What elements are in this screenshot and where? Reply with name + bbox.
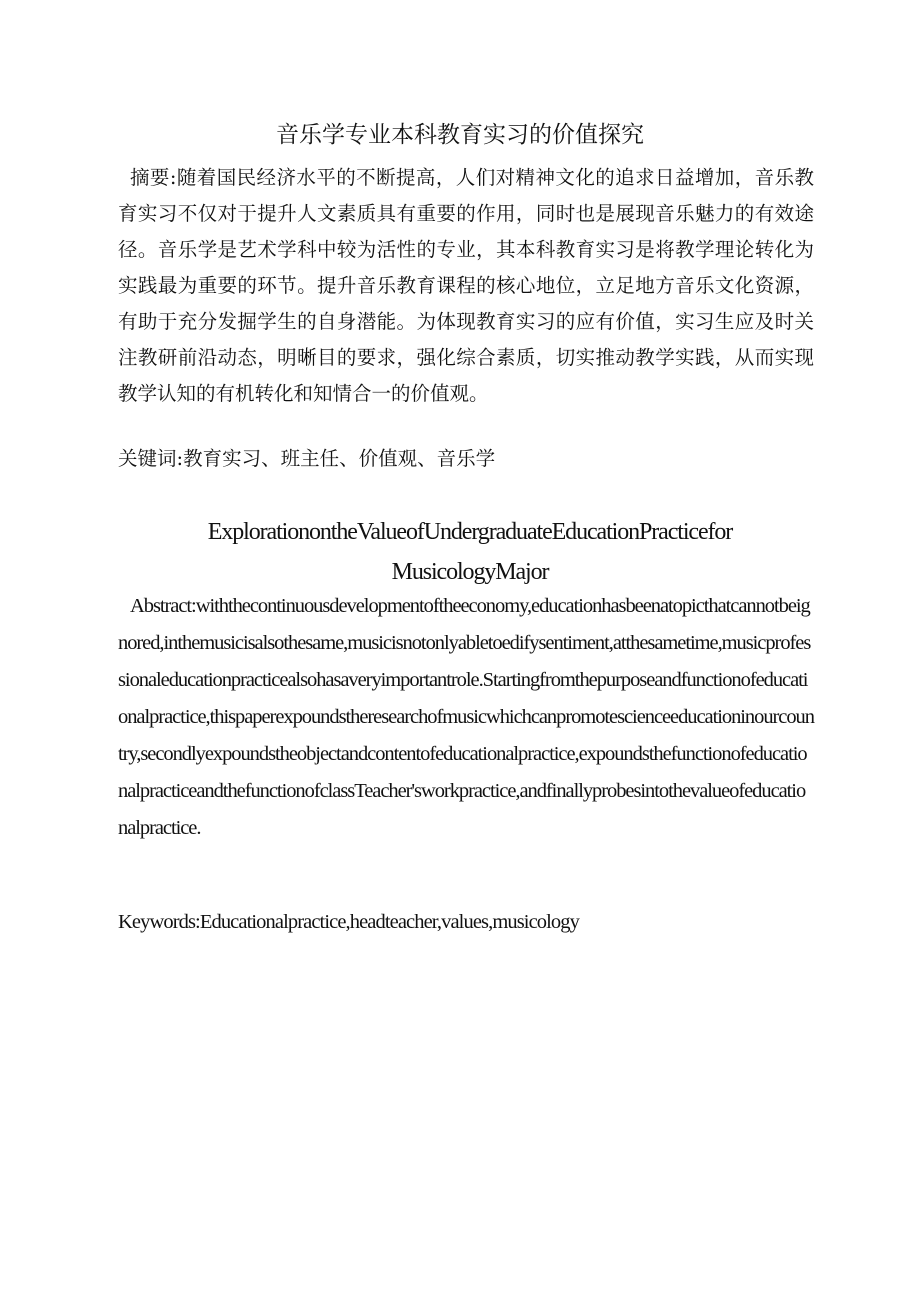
english-keywords: Keywords:Educationalpractice,headteacher,values,musicology [118, 911, 579, 933]
english-title-line-2: MusicologyMajor [391, 559, 549, 585]
english-abstract: Abstract:withthecontinuousdevelopmentoftheeconomy,educationhasbeenatopicthatcannotbeignored,inthemusicisalsothesame,musicisnotonlyabletoedifysentiment,atthesametime,musicprofessionaleducationpracticealsohasaveryimportantrole.Startingfromthepurposeandfunctionofeducationalpractice,thispaperexpoundstheresearchofmusicwhichcanpromotescienceeducationinourcountry,secondlyexpoundstheobjectandcontentofeducationalpractice,expoundsthefunctionofeducationalpracticeandthefunctionofclassTeacher'sworkpractice,andfinallyprobesintothevalueofeducationalpractice. [118, 595, 814, 839]
english-title [110, 512, 830, 592]
english-title-line-1: ExplorationontheValueofUndergraduateEducationPracticefor [207, 519, 733, 545]
chinese-title: 音乐学专业本科教育实习的价值探究 [276, 122, 644, 148]
chinese-keywords: 关键词:教育实习、班主任、价值观、音乐学 [118, 447, 496, 470]
chinese-abstract: 摘要:随着国民经济水平的不断提高，人们对精神文化的追求日益增加，音乐教育实习不仅对于提升人文素质具有重要的作用，同时也是展现音乐魅力的有效途径。音乐学是艺术学科中较为活性的专业，其本科教育实习是将教学理论转化为实践最为重要的环节。提升音乐教育课程的核心地位，立足地方音乐文化资源，有助于充分发掘学生的自身潜能。为体现教育实习的应有价值，实习生应及时关注教研前沿动态，明晰目的要求，强化综合素质，切实推动教学实践，从而实现教学认知的有机转化和知情合一的价值观。 [118, 166, 814, 405]
